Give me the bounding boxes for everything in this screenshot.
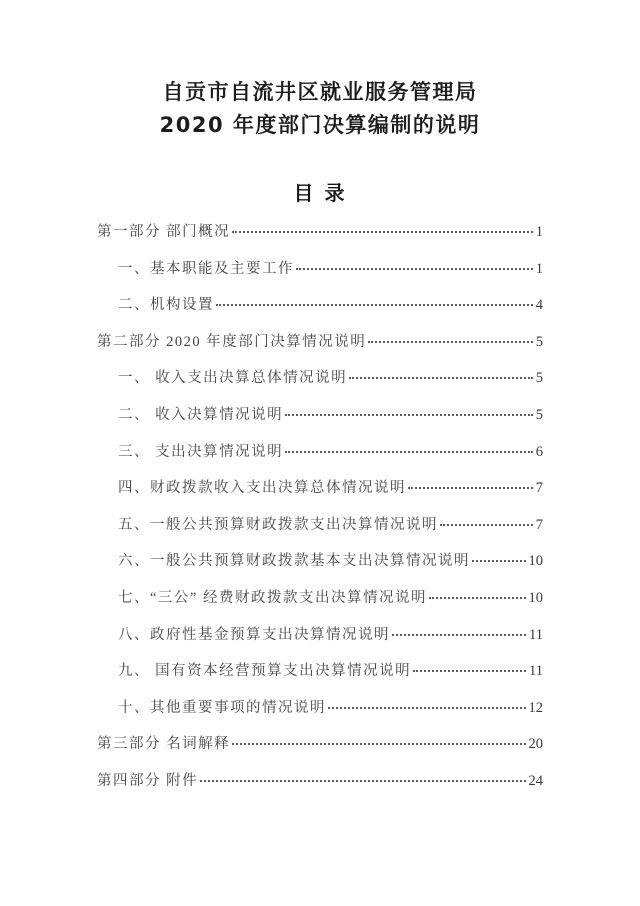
toc-dot-leader [413,670,526,672]
toc-entry-page: 7 [535,480,543,497]
toc-entry-page: 24 [528,772,543,789]
toc-entry-page: 1 [535,260,543,277]
toc-entry-label: 九、 国有资本经营预算支出决算情况说明 [118,663,412,680]
toc-entry-page: 5 [535,370,543,387]
toc-dot-leader [440,524,533,526]
toc-entry-page: 10 [528,589,543,606]
toc-entry-label: 第二部分 2020 年度部门决算情况说明 [97,333,367,350]
toc-entry[interactable] [97,580,543,617]
toc-entry-label: 二、机构设置 [118,297,214,314]
toc-entry[interactable] [97,507,543,544]
toc-dot-leader [296,268,533,270]
toc-dot-leader [349,377,533,379]
toc-entry[interactable] [97,214,543,251]
toc-entry-label: 三、 支出决算情况说明 [118,443,284,460]
toc-entry[interactable] [97,434,543,471]
toc-entry-label: 四、财政拨款收入支出决算总体情况说明 [118,480,406,497]
toc-dot-leader [232,743,525,745]
toc-dot-leader [472,560,526,562]
toc-entry-label: 一、 收入支出决算总体情况说明 [118,370,348,387]
toc-entry[interactable] [97,690,543,727]
toc-entry-label: 五、一般公共预算财政拨款支出决算情况说明 [118,516,438,533]
toc-heading: 目 录 [293,181,347,205]
toc-entry-label: 一、基本职能及主要工作 [118,260,294,277]
toc-dot-leader [285,414,533,416]
toc-entry-page: 10 [528,553,543,570]
toc-entry-label: 第一部分 部门概况 [97,224,231,240]
toc-entry[interactable] [97,287,543,324]
toc-entry[interactable] [97,470,543,507]
toc-entry-label: 第三部分 名词解释 [97,736,231,753]
toc-entry-label: 八、政府性基金预算支出决算情况说明 [118,626,390,643]
toc-entry[interactable] [97,360,543,397]
toc-entry-label: 二、 收入决算情况说明 [118,406,284,423]
toc-entry[interactable] [97,324,543,361]
toc-list [97,214,543,800]
toc-entry-page: 11 [529,626,543,643]
document-title-line1: 自贡市自流井区就业服务管理局 [162,80,478,104]
toc-entry-page: 5 [535,333,543,350]
document-title-line2: 2020 年度部门决算编制的说明 [159,113,481,137]
toc-dot-leader [408,487,533,489]
toc-dot-leader [429,597,526,599]
toc-entry-page: 5 [535,406,543,423]
toc-entry-page: 6 [535,443,543,460]
document-title [0,76,640,142]
toc-entry-page: 4 [535,297,543,314]
toc-dot-leader [328,707,526,709]
toc-entry-page: 11 [529,663,543,680]
toc-entry-page: 7 [535,516,543,533]
toc-entry[interactable] [97,397,543,434]
toc-dot-leader [368,341,533,343]
toc-dot-leader [285,451,533,453]
toc-entry-page: 12 [528,699,543,716]
toc-entry[interactable] [97,251,543,288]
toc-entry-page: 20 [528,736,543,753]
toc-entry[interactable] [97,653,543,690]
toc-dot-leader [216,304,533,306]
toc-entry-label: 七、“三公” 经费财政拨款支出决算情况说明 [118,589,427,606]
toc-entry-page: 1 [535,224,543,240]
toc-entry-label: 六、一般公共预算财政拨款基本支出决算情况说明 [118,553,470,570]
toc-dot-leader [392,634,526,636]
toc-dot-leader [232,231,533,233]
toc-entry[interactable] [97,617,543,654]
toc-entry[interactable] [97,543,543,580]
toc-entry[interactable] [97,763,543,800]
toc-entry-label: 十、其他重要事项的情况说明 [118,699,326,716]
toc-entry-label: 第四部分 附件 [97,772,199,789]
toc-entry[interactable] [97,726,543,763]
toc-dot-leader [200,780,525,782]
